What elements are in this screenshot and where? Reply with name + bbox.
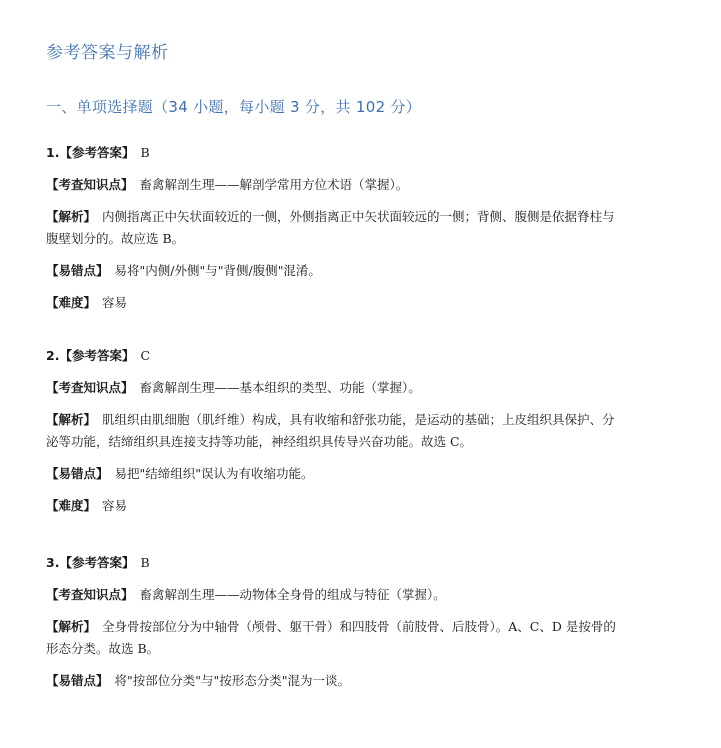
knowledge-text: 畜禽解剖生理——解剖学常用方位术语（掌握）。 xyxy=(139,177,409,192)
answer-line xyxy=(46,142,671,164)
analysis-text: 全身骨按部位分为中轴骨（颅骨、躯干骨）和四肢骨（前肢骨、后肢骨）。A、C、D 是按骨的 xyxy=(102,619,616,634)
answer-value: B xyxy=(140,555,150,570)
knowledge-text: 畜禽解剖生理——基本组织的类型、功能（掌握）。 xyxy=(139,380,421,395)
knowledge-label: 【考查知识点】 xyxy=(46,380,134,395)
analysis-text: 内侧指离正中矢状面较近的一侧，外侧指离正中矢状面较远的一侧；背侧、腹侧是依据脊柱与 xyxy=(102,209,615,224)
question-1 xyxy=(46,142,671,314)
mistake-text: 将"按部位分类"与"按形态分类"混为一谈。 xyxy=(114,673,351,688)
analysis-line xyxy=(46,409,671,431)
analysis-label: 【解析】 xyxy=(46,619,97,634)
knowledge-line xyxy=(46,584,671,606)
analysis-label: 【解析】 xyxy=(46,412,97,427)
difficulty-text: 容易 xyxy=(102,498,128,513)
analysis-label: 【解析】 xyxy=(46,209,97,224)
difficulty-line xyxy=(46,292,671,314)
difficulty-label: 【难度】 xyxy=(46,498,97,513)
analysis-line-continued: 泌等功能，结缔组织具连接支持等功能，神经组织具传导兴奋功能。故选 C。 xyxy=(46,434,473,449)
knowledge-line xyxy=(46,174,671,196)
question-3 xyxy=(46,552,671,692)
mistake-label: 【易错点】 xyxy=(46,466,109,481)
answer-line xyxy=(46,552,671,574)
answer-label: 3.【参考答案】 xyxy=(46,555,135,570)
page-title: 参考答案与解析 xyxy=(46,43,169,63)
analysis-line-continued: 形态分类。故选 B。 xyxy=(46,641,160,656)
mistake-label: 【易错点】 xyxy=(46,673,109,688)
mistake-line xyxy=(46,670,671,692)
knowledge-label: 【考查知识点】 xyxy=(46,177,134,192)
mistake-label: 【易错点】 xyxy=(46,263,109,278)
answer-line xyxy=(46,345,671,367)
knowledge-line xyxy=(46,377,671,399)
mistake-text: 易将"内侧/外侧"与"背侧/腹侧"混淆。 xyxy=(114,263,321,278)
question-2 xyxy=(46,345,671,517)
answer-label: 1.【参考答案】 xyxy=(46,145,135,160)
analysis-line-continued: 腹壁划分的。故应选 B。 xyxy=(46,231,185,246)
analysis-line xyxy=(46,616,671,638)
difficulty-label: 【难度】 xyxy=(46,295,97,310)
section-heading: 一、单项选择题（34 小题，每小题 3 分，共 102 分） xyxy=(46,98,422,116)
mistake-text: 易把"结缔组织"误认为有收缩功能。 xyxy=(114,466,314,481)
knowledge-label: 【考查知识点】 xyxy=(46,587,134,602)
mistake-line xyxy=(46,463,671,485)
analysis-text: 肌组织由肌细胞（肌纤维）构成，具有收缩和舒张功能，是运动的基础；上皮组织具保护、分 xyxy=(102,412,615,427)
answer-value: C xyxy=(140,348,151,363)
analysis-line xyxy=(46,206,671,228)
difficulty-line xyxy=(46,495,671,517)
mistake-line xyxy=(46,260,671,282)
answer-label: 2.【参考答案】 xyxy=(46,348,135,363)
answer-value: B xyxy=(140,145,150,160)
difficulty-text: 容易 xyxy=(102,295,128,310)
knowledge-text: 畜禽解剖生理——动物体全身骨的组成与特征（掌握）。 xyxy=(139,587,446,602)
